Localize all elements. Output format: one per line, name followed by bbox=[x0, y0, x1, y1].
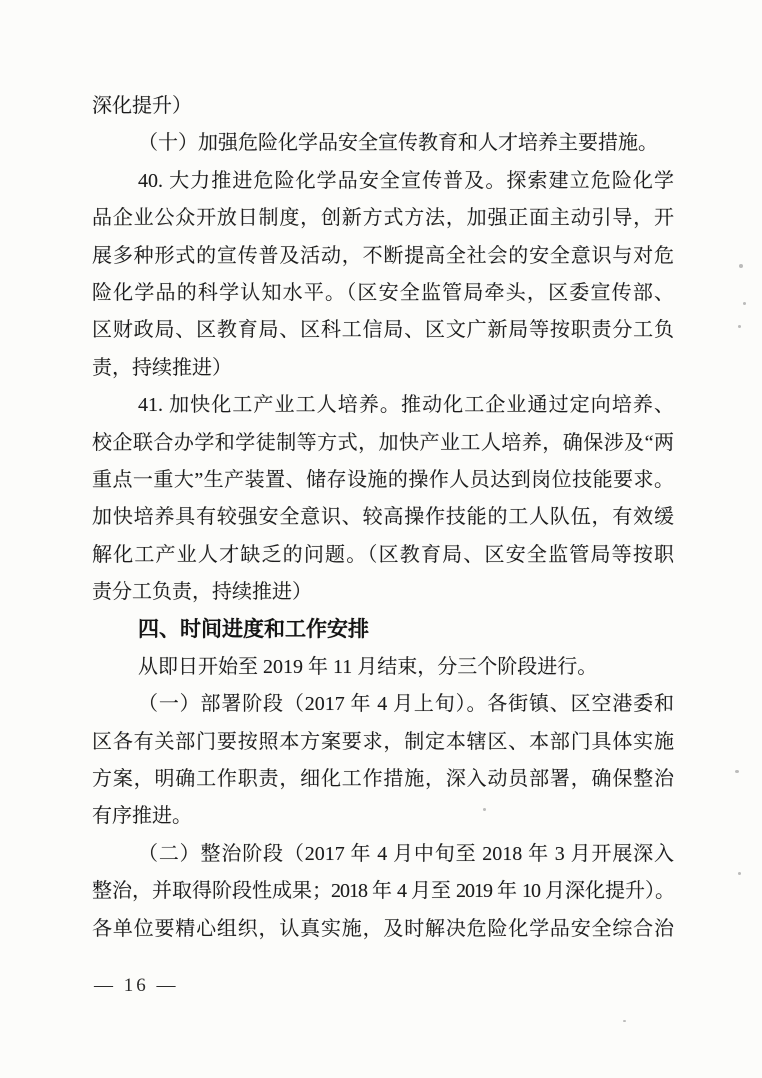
text-line: 重点一重大”生产装置、储存设施的操作人员达到岗位技能要求。 bbox=[92, 468, 674, 491]
text-line: 险化学品的科学认知水平。（区安全监管局牵头，区委宣传部、 bbox=[92, 281, 674, 304]
text-line: 品企业公众开放日制度，创新方式方法，加强正面主动引导，开 bbox=[92, 207, 674, 230]
text-line: 校企联合办学和学徒制等方式，加快产业工人培养，确保涉及“两 bbox=[92, 431, 674, 454]
text-line: 区财政局、区教育局、区科工信局、区文广新局等按职责分工负 bbox=[92, 319, 674, 342]
text-line: 40. 大力推进危险化学品安全宣传普及。探索建立危险化学 bbox=[138, 169, 674, 192]
text-line: 各单位要精心组织，认真实施，及时解决危险化学品安全综合治 bbox=[92, 917, 674, 940]
paragraph-continuation-line: 深化提升） bbox=[92, 95, 192, 117]
subsection-heading: （十）加强危险化学品安全宣传教育和人才培养主要措施。 bbox=[138, 132, 658, 155]
text-line: 有序推进。 bbox=[92, 805, 192, 828]
scan-speck bbox=[735, 770, 739, 773]
scan-speck bbox=[738, 325, 741, 328]
text-line: 加快培养具有较强安全意识、较高操作技能的工人队伍，有效缓 bbox=[92, 506, 674, 529]
scan-speck bbox=[623, 1020, 626, 1022]
text-line: （二）整治阶段（2017 年 4 月中旬至 2018 年 3 月开展深入 bbox=[138, 842, 674, 865]
text-line: 41. 加快化工产业工人培养。推动化工企业通过定向培养、 bbox=[138, 394, 674, 417]
text-line: 责分工负责，持续推进） bbox=[92, 581, 312, 604]
text-line: 解化工产业人才缺乏的问题。（区教育局、区安全监管局等按职 bbox=[92, 543, 674, 566]
page-number: — 16 — bbox=[94, 975, 179, 996]
scan-speck bbox=[738, 872, 741, 875]
scan-speck bbox=[743, 302, 746, 305]
text-line: 区各有关部门要按照本方案要求，制定本辖区、本部门具体实施 bbox=[92, 730, 674, 753]
scan-speck bbox=[483, 808, 486, 811]
text-line: 整治，并取得阶段性成果；2018 年 4 月至 2019 年 10 月深化提升）。 bbox=[92, 880, 674, 903]
text-line: 展多种形式的宣传普及活动，不断提高全社会的安全意识与对危 bbox=[92, 244, 674, 267]
text-line: 从即日开始至 2019 年 11 月结束，分三个阶段进行。 bbox=[138, 655, 598, 678]
section-heading: 四、时间进度和工作安排 bbox=[138, 618, 369, 642]
scan-speck bbox=[739, 264, 743, 268]
text-line: 责，持续推进） bbox=[92, 356, 232, 379]
text-block bbox=[92, 88, 674, 948]
text-line: 方案，明确工作职责，细化工作措施，深入动员部署，确保整治 bbox=[92, 768, 674, 791]
text-line: （一）部署阶段（2017 年 4 月上旬）。各街镇、区空港委和 bbox=[138, 693, 674, 716]
